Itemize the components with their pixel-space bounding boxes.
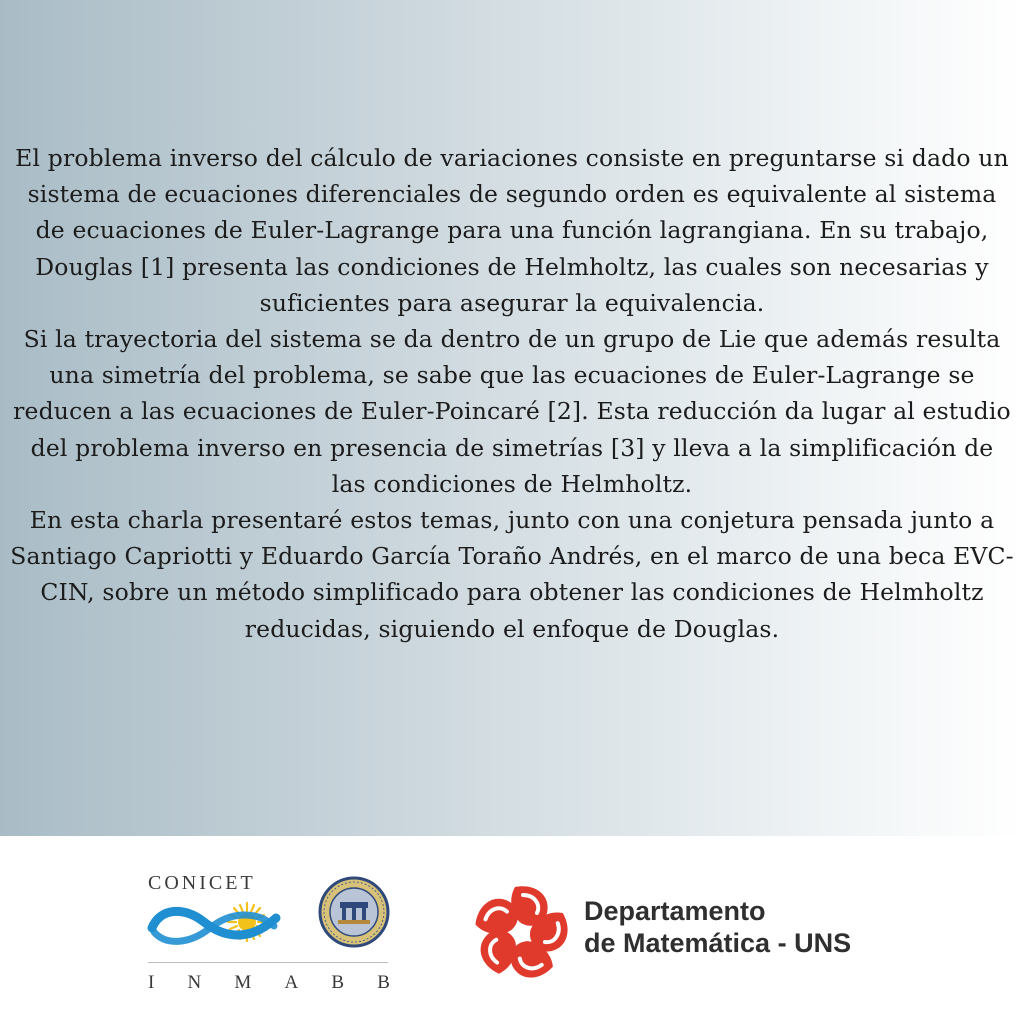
inmabb-label: [148, 972, 390, 994]
department-logo-icon: [468, 880, 574, 986]
inmabb-letter: M: [234, 972, 252, 993]
conicet-infinity-sun-icon: [146, 898, 281, 950]
inmabb-letter: A: [284, 972, 299, 993]
inmabb-letter: B: [331, 972, 345, 993]
inmabb-letter: B: [377, 972, 390, 993]
abstract-text: [10, 140, 1014, 647]
department-line-1: Departamento: [584, 896, 766, 926]
inmabb-divider: [148, 962, 388, 963]
abstract-paragraph-2: Si la trayectoria del sistema se da dentro de un grupo de Lie que además resulta una simetría del problema, se sabe que las ecuaciones de Euler-Lagrange se reducen a las ecuaciones de Euler-Poincaré [2]. Esta reducción da lugar al estudio del problema inverso en presencia de simetrías [3] y lleva a la simplificación de las condiciones de Helmholtz.: [13, 325, 1011, 498]
conicet-label: CONICET: [148, 872, 256, 894]
uns-seal-icon: [318, 876, 390, 948]
inmabb-letter: N: [187, 972, 202, 993]
inmabb-letter: I: [148, 972, 155, 993]
abstract-paragraph-1: El problema inverso del cálculo de variaciones consiste en preguntarse si dado un sistema de ecuaciones diferenciales de segundo orden es equivalente al sistema de ecuaciones de Euler-Lagrange para una función lagrangiana. En su trabajo, Douglas [1] presenta las condiciones de Helmholtz, las cuales son necesarias y suficientes para asegurar la equivalencia.: [15, 144, 1009, 317]
department-line-2: de Matemática - UNS: [584, 928, 852, 958]
department-name: [584, 895, 851, 959]
abstract-paragraph-3: En esta charla presentaré estos temas, junto con una conjetura pensada junto a Santiago Capriotti y Eduardo García Toraño Andrés, en el marco de una beca EVC-CIN, sobre un método simplificado para obtener las condiciones de Helmholtz reducidas, siguiendo el enfoque de Douglas.: [10, 506, 1014, 643]
